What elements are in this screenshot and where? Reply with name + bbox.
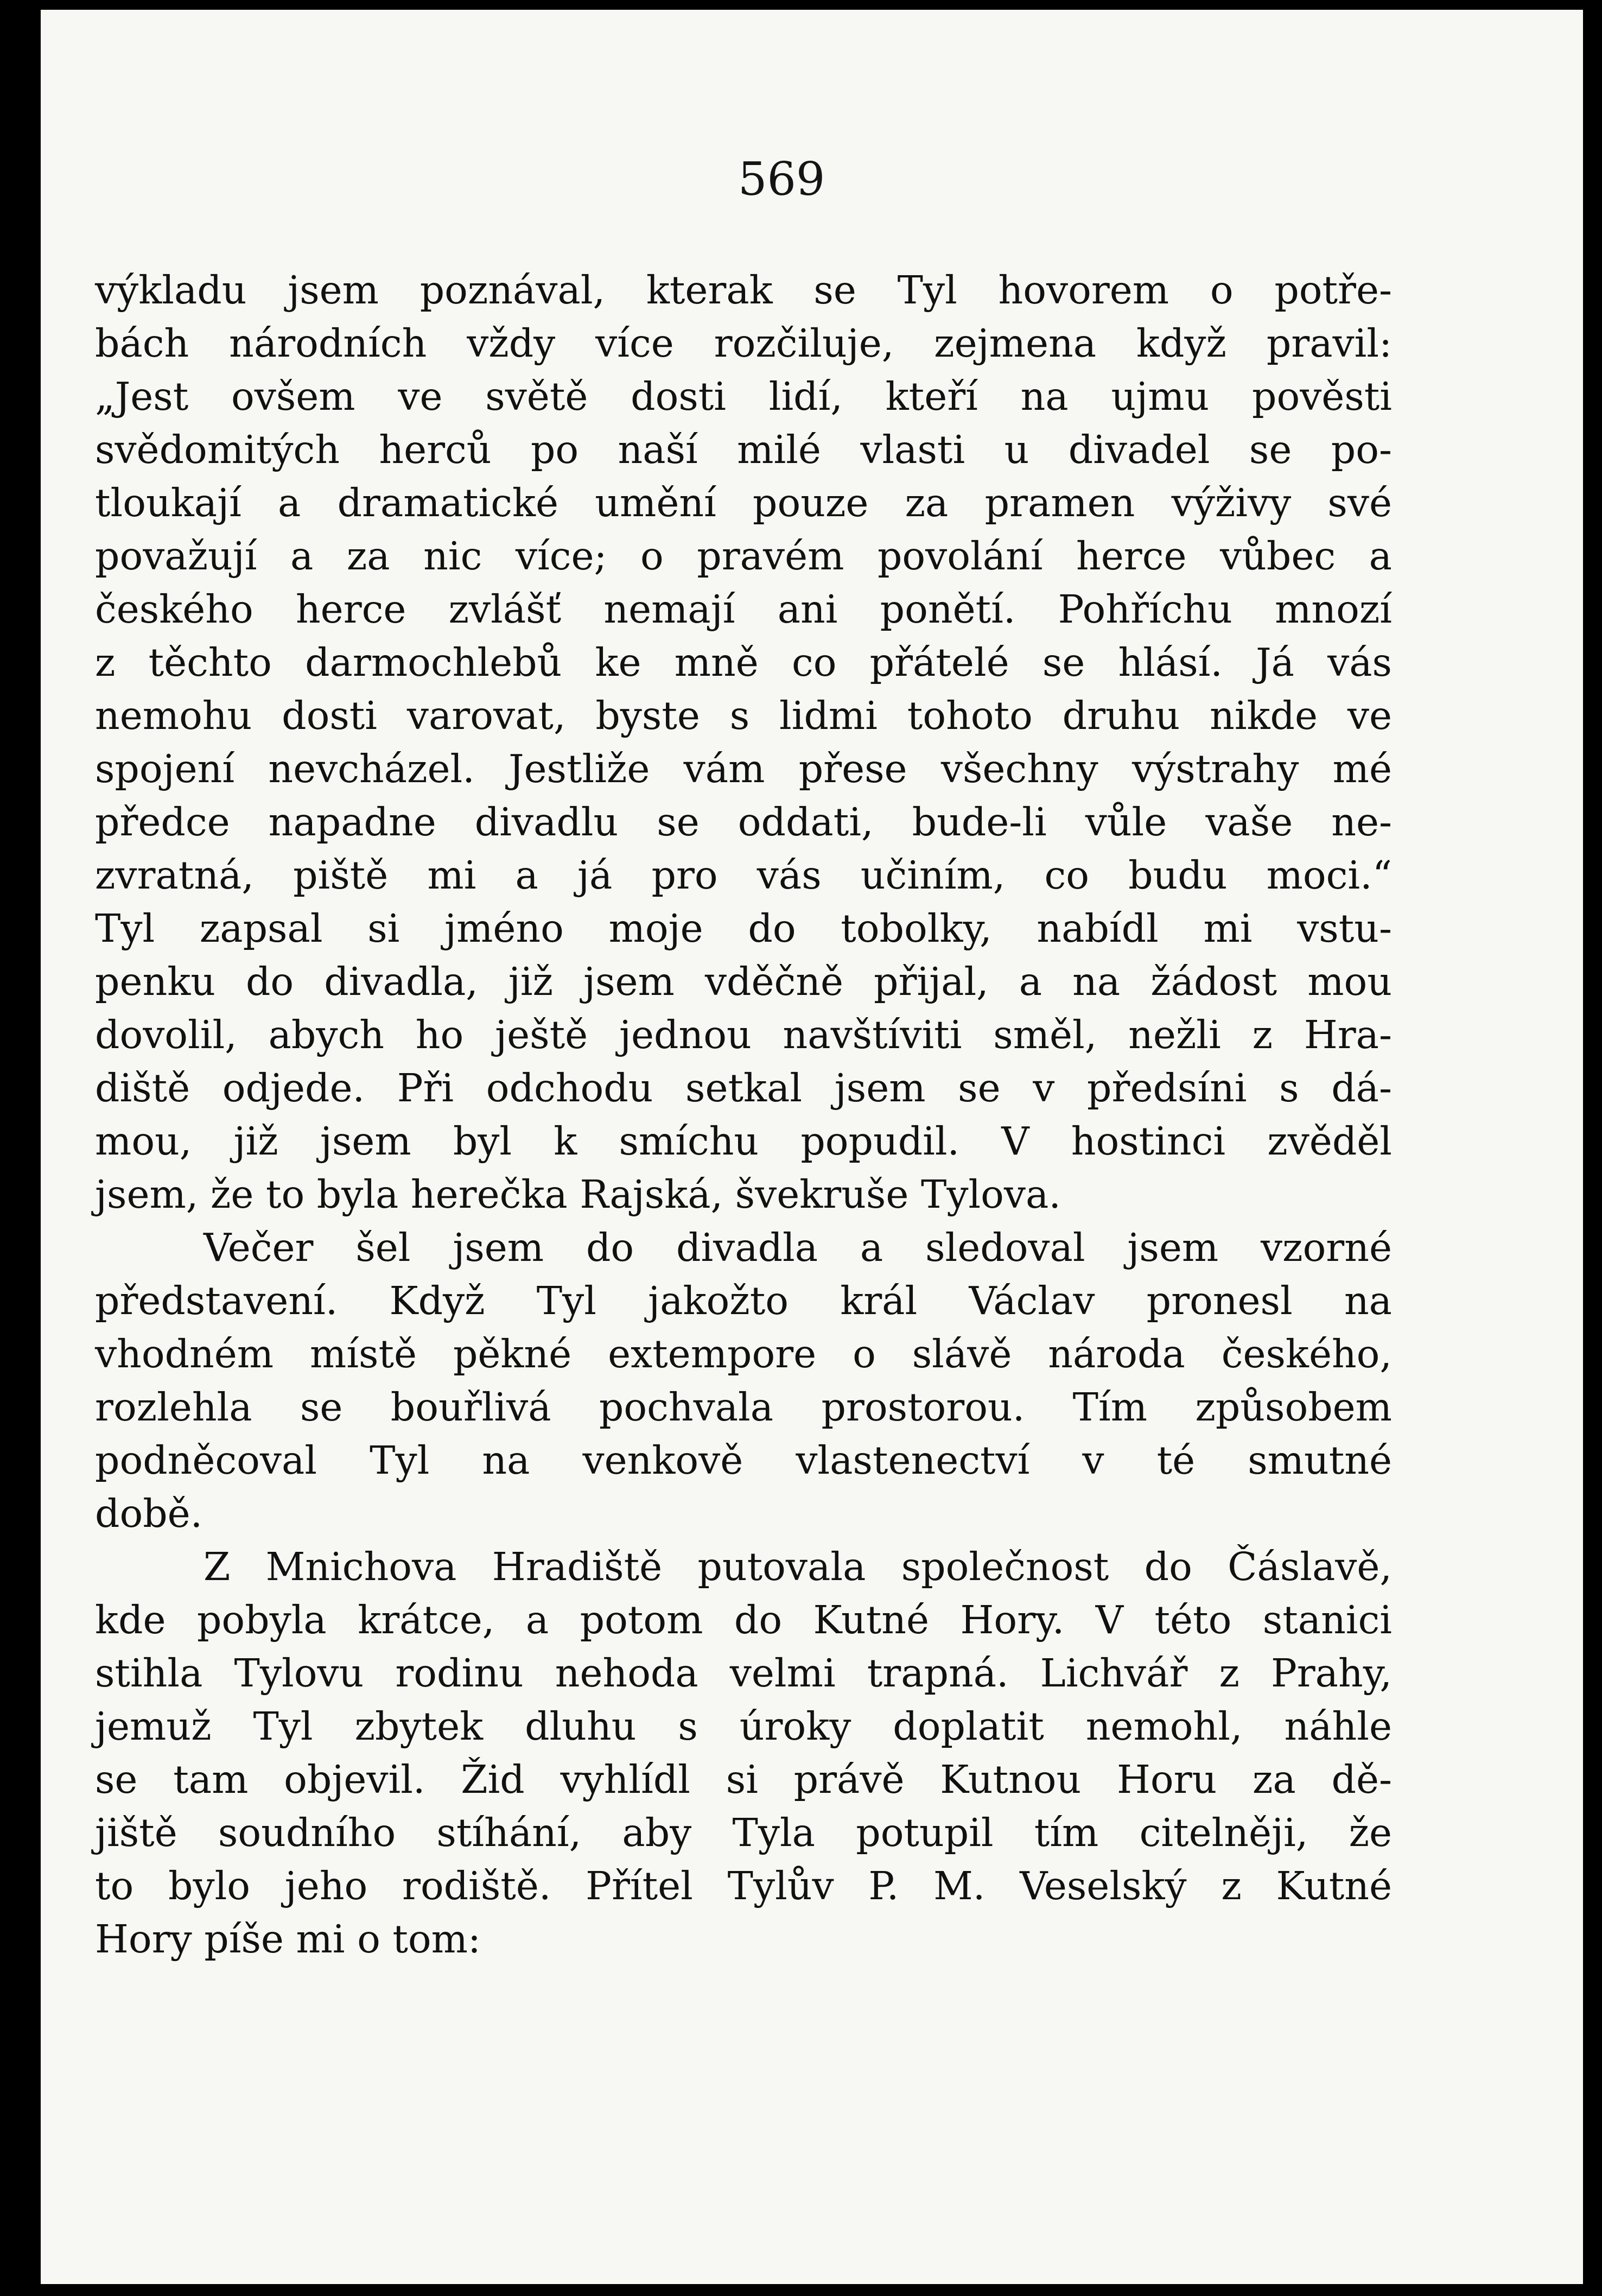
text-line: stihla Tylovu rodinu nehoda velmi trapná. Lichvář z Prahy, (95, 1651, 1392, 1696)
text-line: jiště soudního stíhání, aby Tyla potupil tím citelněji, že (95, 1810, 1392, 1855)
text-line: z těchto darmochlebů ke mně co přátelé se hlásí. Já vás (95, 640, 1392, 685)
text-line: spojení nevcházel. Jestliže vám přese všechny výstrahy mé (95, 746, 1392, 791)
text-line: českého herce zvlášť nemají ani ponětí. Pohříchu mnozí (95, 587, 1392, 632)
body-text (95, 264, 1392, 1966)
text-line: předce napadne divadlu se oddati, bude-li vůle vaše ne- (95, 800, 1392, 845)
text-line: zvratná, piště mi a já pro vás učiním, co budu moci.“ (95, 853, 1392, 898)
text-line: Z Mnichova Hradiště putovala společnost do Čáslavě, (204, 1544, 1392, 1589)
book-page (41, 10, 1583, 2284)
text-line: kde pobyla krátce, a potom do Kutné Hory. V této stanici (95, 1597, 1392, 1642)
text-line: době. (95, 1491, 203, 1536)
text-line: rozlehla se bouřlivá pochvala prostorou. Tím způsobem (95, 1385, 1392, 1430)
text-line: penku do divadla, již jsem vděčně přijal, a na žádost mou (95, 959, 1392, 1004)
text-line: tloukají a dramatické umění pouze za pramen výživy své (95, 480, 1392, 525)
text-line: jemuž Tyl zbytek dluhu s úroky doplatit nemohl, náhle (95, 1704, 1392, 1749)
text-line: to bylo jeho rodiště. Přítel Tylův P. M. Veselský z Kutné (95, 1863, 1392, 1908)
text-line: „Jest ovšem ve světě dosti lidí, kteří na ujmu pověsti (95, 374, 1392, 419)
text-line: bách národních vždy více rozčiluje, zejmena když pravil: (95, 321, 1392, 366)
text-line: mou, již jsem byl k smíchu popudil. V hostinci zvěděl (95, 1119, 1392, 1164)
text-line: podněcoval Tyl na venkově vlastenectví v té smutné (95, 1438, 1392, 1483)
text-line: výkladu jsem poznával, kterak se Tyl hovorem o potře- (95, 268, 1392, 313)
text-line: se tam objevil. Žid vyhlídl si právě Kutnou Horu za dě- (95, 1757, 1392, 1802)
text-line: považují a za nic více; o pravém povolání herce vůbec a (95, 534, 1392, 579)
text-line: diště odjede. Při odchodu setkal jsem se v předsíni s dá- (95, 1065, 1392, 1111)
text-line: Večer šel jsem do divadla a sledoval jsem vzorné (204, 1225, 1392, 1270)
page-number: 569 (738, 153, 825, 206)
text-line: představení. Když Tyl jakožto král Václav pronesl na (95, 1278, 1392, 1323)
text-line: svědomitých herců po naší milé vlasti u divadel se po- (95, 427, 1392, 472)
text-line: Hory píše mi o tom: (95, 1917, 481, 1962)
text-line: jsem, že to byla herečka Rajská, švekruše Tylova. (95, 1172, 1061, 1217)
text-line: Tyl zapsal si jméno moje do tobolky, nabídl mi vstu- (95, 906, 1392, 951)
text-line: dovolil, abych ho ještě jednou navštíviti směl, nežli z Hra- (95, 1012, 1392, 1057)
text-line: vhodném místě pěkné extempore o slávě národa českého, (95, 1331, 1392, 1377)
text-line: nemohu dosti varovat, byste s lidmi tohoto druhu nikde ve (95, 693, 1392, 738)
